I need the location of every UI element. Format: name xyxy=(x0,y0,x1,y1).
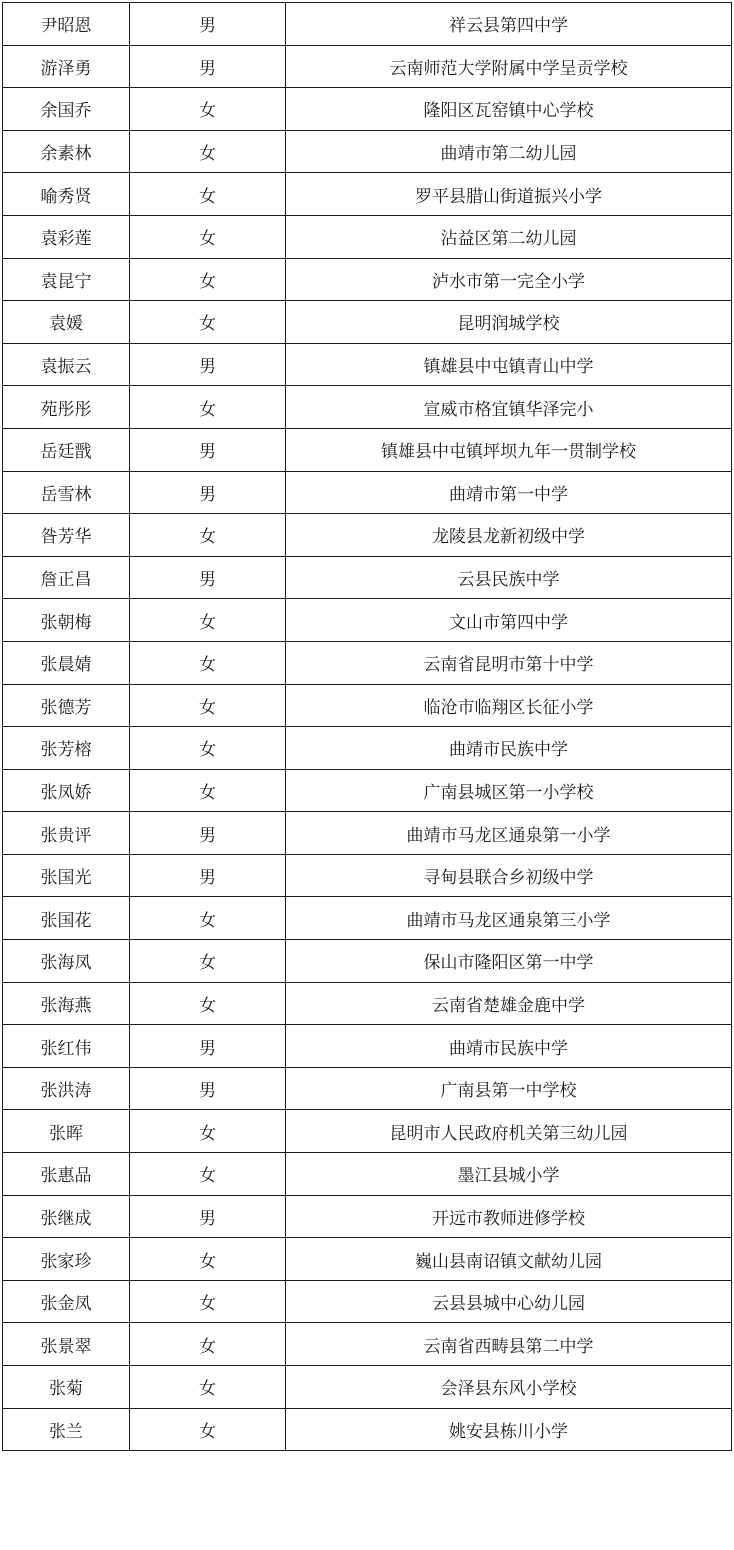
school-cell: 龙陵县龙新初级中学 xyxy=(286,514,732,557)
table-row xyxy=(3,769,732,812)
name-cell: 张海凤 xyxy=(3,940,130,983)
gender-cell: 女 xyxy=(130,1366,286,1409)
gender-cell: 男 xyxy=(130,471,286,514)
name-cell: 张兰 xyxy=(3,1408,130,1451)
school-cell: 云县民族中学 xyxy=(286,556,732,599)
table-row xyxy=(3,215,732,258)
gender-cell: 男 xyxy=(130,1067,286,1110)
name-cell: 张惠品 xyxy=(3,1153,130,1196)
table-row xyxy=(3,1408,732,1451)
gender-cell: 女 xyxy=(130,514,286,557)
school-cell: 寻甸县联合乡初级中学 xyxy=(286,854,732,897)
school-cell: 云县县城中心幼儿园 xyxy=(286,1280,732,1323)
table-row xyxy=(3,940,732,983)
gender-cell: 男 xyxy=(130,812,286,855)
gender-cell: 女 xyxy=(130,215,286,258)
gender-cell: 女 xyxy=(130,386,286,429)
school-cell: 曲靖市民族中学 xyxy=(286,727,732,770)
gender-cell: 女 xyxy=(130,1153,286,1196)
table-row xyxy=(3,599,732,642)
gender-cell: 男 xyxy=(130,45,286,88)
gender-cell: 男 xyxy=(130,343,286,386)
school-cell: 保山市隆阳区第一中学 xyxy=(286,940,732,983)
table-row xyxy=(3,1110,732,1153)
name-cell: 袁媛 xyxy=(3,301,130,344)
name-cell: 张国光 xyxy=(3,854,130,897)
name-cell: 余素林 xyxy=(3,130,130,173)
name-cell: 张景翠 xyxy=(3,1323,130,1366)
table-row xyxy=(3,897,732,940)
name-cell: 袁昆宁 xyxy=(3,258,130,301)
gender-cell: 女 xyxy=(130,599,286,642)
school-cell: 罗平县腊山街道振兴小学 xyxy=(286,173,732,216)
name-cell: 昝芳华 xyxy=(3,514,130,557)
name-cell: 张金凤 xyxy=(3,1280,130,1323)
table-row xyxy=(3,471,732,514)
table-row xyxy=(3,1323,732,1366)
name-cell: 苑彤彤 xyxy=(3,386,130,429)
table-row xyxy=(3,556,732,599)
school-cell: 曲靖市马龙区通泉第一小学 xyxy=(286,812,732,855)
name-cell: 袁彩莲 xyxy=(3,215,130,258)
name-cell: 张继成 xyxy=(3,1195,130,1238)
name-cell: 张海燕 xyxy=(3,982,130,1025)
school-cell: 沾益区第二幼儿园 xyxy=(286,215,732,258)
name-cell: 张洪涛 xyxy=(3,1067,130,1110)
gender-cell: 女 xyxy=(130,258,286,301)
school-cell: 泸水市第一完全小学 xyxy=(286,258,732,301)
gender-cell: 男 xyxy=(130,556,286,599)
table-row xyxy=(3,1153,732,1196)
name-cell: 张凤娇 xyxy=(3,769,130,812)
school-cell: 镇雄县中屯镇青山中学 xyxy=(286,343,732,386)
gender-cell: 女 xyxy=(130,88,286,131)
gender-cell: 女 xyxy=(130,769,286,812)
table-row xyxy=(3,45,732,88)
table-row xyxy=(3,812,732,855)
school-cell: 镇雄县中屯镇坪坝九年一贯制学校 xyxy=(286,428,732,471)
school-cell: 云南省西畴县第二中学 xyxy=(286,1323,732,1366)
gender-cell: 男 xyxy=(130,428,286,471)
school-cell: 云南省楚雄金鹿中学 xyxy=(286,982,732,1025)
school-cell: 昆明润城学校 xyxy=(286,301,732,344)
table-row xyxy=(3,3,732,46)
table-row xyxy=(3,1195,732,1238)
gender-cell: 女 xyxy=(130,1408,286,1451)
school-cell: 曲靖市第一中学 xyxy=(286,471,732,514)
gender-cell: 女 xyxy=(130,1110,286,1153)
school-cell: 宣威市格宜镇华泽完小 xyxy=(286,386,732,429)
gender-cell: 女 xyxy=(130,897,286,940)
name-cell: 詹正昌 xyxy=(3,556,130,599)
table-row xyxy=(3,301,732,344)
school-cell: 云南省昆明市第十中学 xyxy=(286,641,732,684)
gender-cell: 女 xyxy=(130,940,286,983)
name-cell: 张晖 xyxy=(3,1110,130,1153)
gender-cell: 女 xyxy=(130,982,286,1025)
name-cell: 余国乔 xyxy=(3,88,130,131)
gender-cell: 女 xyxy=(130,684,286,727)
gender-cell: 女 xyxy=(130,1323,286,1366)
gender-cell: 男 xyxy=(130,3,286,46)
school-cell: 曲靖市马龙区通泉第三小学 xyxy=(286,897,732,940)
name-cell: 岳廷戬 xyxy=(3,428,130,471)
table-row xyxy=(3,386,732,429)
school-cell: 云南师范大学附属中学呈贡学校 xyxy=(286,45,732,88)
gender-cell: 女 xyxy=(130,1238,286,1281)
name-cell: 袁振云 xyxy=(3,343,130,386)
gender-cell: 男 xyxy=(130,1025,286,1068)
gender-cell: 女 xyxy=(130,641,286,684)
name-cell: 张德芳 xyxy=(3,684,130,727)
table-row xyxy=(3,514,732,557)
gender-cell: 男 xyxy=(130,1195,286,1238)
table-row xyxy=(3,428,732,471)
school-cell: 会泽县东风小学校 xyxy=(286,1366,732,1409)
table-row xyxy=(3,1067,732,1110)
school-cell: 曲靖市民族中学 xyxy=(286,1025,732,1068)
gender-cell: 女 xyxy=(130,1280,286,1323)
school-cell: 姚安县栋川小学 xyxy=(286,1408,732,1451)
gender-cell: 女 xyxy=(130,301,286,344)
roster-table xyxy=(2,2,732,1451)
gender-cell: 男 xyxy=(130,854,286,897)
table-row xyxy=(3,1366,732,1409)
gender-cell: 女 xyxy=(130,173,286,216)
name-cell: 张芳榕 xyxy=(3,727,130,770)
table-row xyxy=(3,173,732,216)
school-cell: 临沧市临翔区长征小学 xyxy=(286,684,732,727)
name-cell: 张家珍 xyxy=(3,1238,130,1281)
school-cell: 祥云县第四中学 xyxy=(286,3,732,46)
name-cell: 岳雪林 xyxy=(3,471,130,514)
name-cell: 张国花 xyxy=(3,897,130,940)
table-row xyxy=(3,343,732,386)
table-row xyxy=(3,1280,732,1323)
name-cell: 张晨婧 xyxy=(3,641,130,684)
school-cell: 曲靖市第二幼儿园 xyxy=(286,130,732,173)
name-cell: 张朝梅 xyxy=(3,599,130,642)
gender-cell: 女 xyxy=(130,727,286,770)
table-row xyxy=(3,1238,732,1281)
school-cell: 墨江县城小学 xyxy=(286,1153,732,1196)
school-cell: 广南县第一中学校 xyxy=(286,1067,732,1110)
table-row xyxy=(3,854,732,897)
table-row xyxy=(3,1025,732,1068)
school-cell: 开远市教师进修学校 xyxy=(286,1195,732,1238)
table-row xyxy=(3,88,732,131)
name-cell: 游泽勇 xyxy=(3,45,130,88)
name-cell: 张红伟 xyxy=(3,1025,130,1068)
table-row xyxy=(3,641,732,684)
school-cell: 广南县城区第一小学校 xyxy=(286,769,732,812)
name-cell: 张菊 xyxy=(3,1366,130,1409)
school-cell: 昆明市人民政府机关第三幼儿园 xyxy=(286,1110,732,1153)
name-cell: 尹昭恩 xyxy=(3,3,130,46)
name-cell: 张贵评 xyxy=(3,812,130,855)
school-cell: 隆阳区瓦窑镇中心学校 xyxy=(286,88,732,131)
table-row xyxy=(3,684,732,727)
table-row xyxy=(3,982,732,1025)
table-row xyxy=(3,258,732,301)
gender-cell: 女 xyxy=(130,130,286,173)
school-cell: 巍山县南诏镇文献幼儿园 xyxy=(286,1238,732,1281)
name-cell: 喻秀贤 xyxy=(3,173,130,216)
school-cell: 文山市第四中学 xyxy=(286,599,732,642)
roster-body xyxy=(3,3,732,1451)
table-row xyxy=(3,130,732,173)
table-row xyxy=(3,727,732,770)
